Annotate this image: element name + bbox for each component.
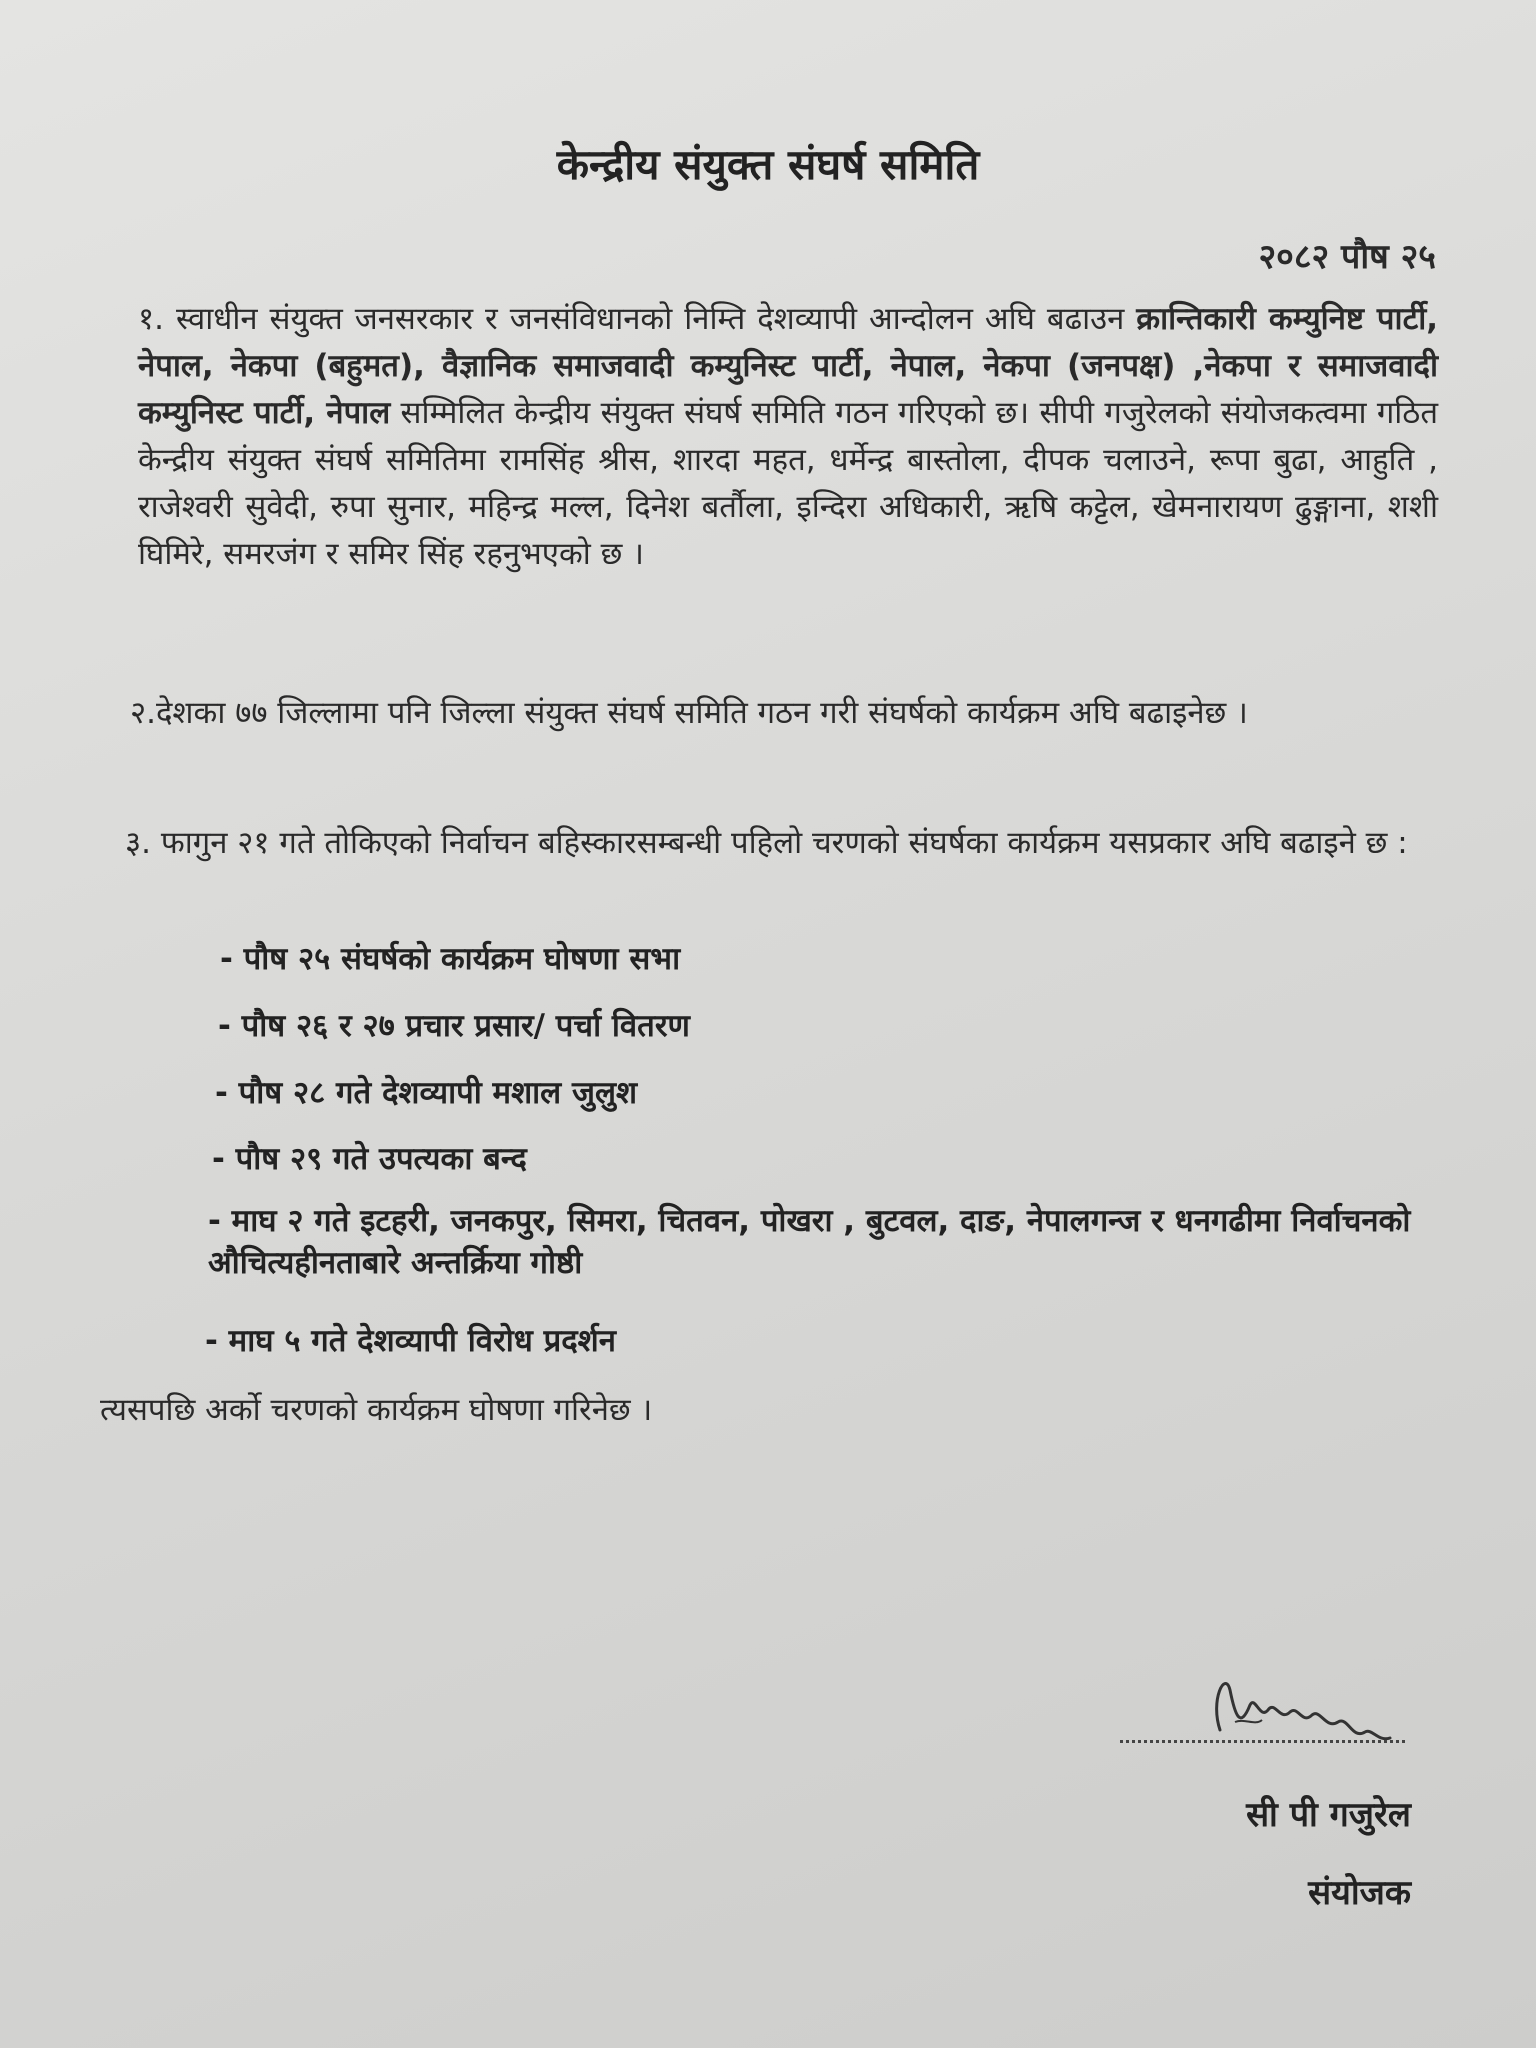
signature-line	[1120, 1740, 1405, 1743]
program-item: - माघ २ गते इटहरी, जनकपुर, सिमरा, चितवन, पोखरा , बुटवल, दाङ, नेपालगन्ज र धनगढीमा निर्वाचनको औचित्यहीनताबारे अन्तर्क्रिया गोष्ठी	[208, 1203, 1411, 1281]
signature-scribble-icon	[1200, 1660, 1410, 1760]
program-item: - माघ ५ गते देशव्यापी विरोध प्रदर्शन	[205, 1323, 616, 1359]
paragraph-1	[138, 296, 1438, 578]
program-item: - पौष २८ गते देशव्यापी मशाल जुलुश	[215, 1075, 638, 1111]
paragraph-1-members: सम्मिलित केन्द्रीय संयुक्त संघर्ष समिति गठन गरिएको छ। सीपी गजुरेलको संयोजकत्वमा गठित केन्द्रीय संयुक्त संघर्ष समितिमा रामसिंह श्रीस, शारदा महत, धर्मेन्द्र बास्तोला, दीपक चलाउने, रूपा बुढा, आहुति , राजेश्वरी सुवेदी, रुपा सुनार, महिन्द्र मल्ल, दिनेश बर्तौला, इन्दिरा अधिकारी, ऋषि कट्टेल, खेमनारायण ढुङ्गाना, शशी घिमिरे, समरजंग र समिर सिंह रहनुभएको छ ।	[138, 395, 1438, 572]
paragraph-1-parties: क्रान्तिकारी कम्युनिष्ट पार्टी, नेपाल, नेकपा (बहुमत), वैज्ञानिक समाजवादी कम्युनिस्ट पार्टी, नेपाल, नेकपा (जनपक्ष) ,नेकपा र समाजवादी कम्युनिस्ट पार्टी, नेपाल	[138, 301, 1438, 431]
document-title: केन्द्रीय संयुक्त संघर्ष समिति	[556, 140, 980, 189]
paragraph-3: ३. फागुन २१ गते तोकिएको निर्वाचन बहिस्कारसम्बन्धी पहिलो चरणको संघर्षका कार्यक्रम यसप्रकार अघि बढाइने छ :	[125, 825, 1408, 861]
paragraph-1-intro: १. स्वाधीन संयुक्त जनसरकार र जनसंविधानको निम्ति देशव्यापी आन्दोलन अघि बढाउन	[138, 301, 1137, 337]
program-item: - पौष २९ गते उपत्यका बन्द	[212, 1141, 527, 1177]
document-date: २०८२ पौष २५	[1258, 237, 1436, 277]
signature	[1110, 1660, 1410, 1770]
paragraph-2: २.देशका ७७ जिल्लामा पनि जिल्ला संयुक्त संघर्ष समिति गठन गरी संघर्षको कार्यक्रम अघि बढाइनेछ ।	[130, 695, 1248, 731]
signer-role: संयोजक	[1308, 1873, 1411, 1913]
closing-statement: त्यसपछि अर्को चरणको कार्यक्रम घोषणा गरिनेछ ।	[100, 1392, 653, 1428]
program-item: - पौष २५ संघर्षको कार्यक्रम घोषणा सभा	[220, 941, 681, 977]
signer-name: सी पी गजुरेल	[1246, 1795, 1411, 1835]
program-item: - पौष २६ र २७ प्रचार प्रसार/ पर्चा वितरण	[218, 1008, 690, 1044]
